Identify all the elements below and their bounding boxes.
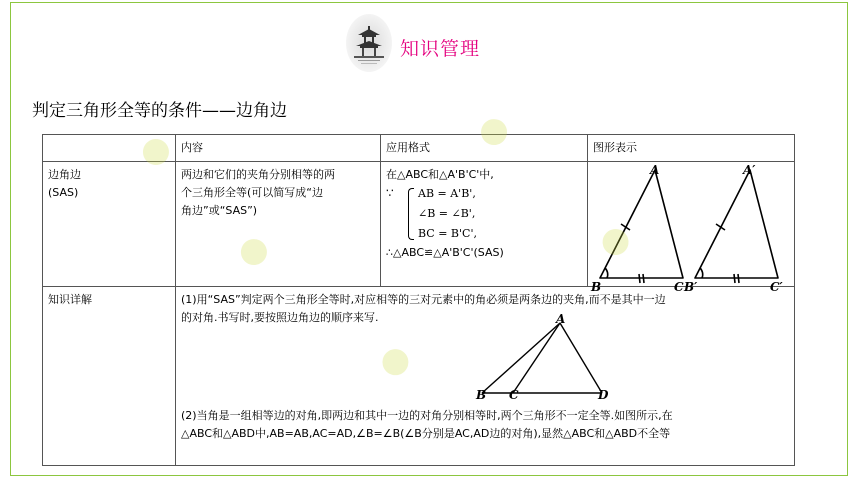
- congruent-triangles-figure: [588, 162, 793, 294]
- segment-ba: [482, 323, 560, 393]
- conditions-group: [386, 184, 582, 244]
- condition-line: BC = B'C',: [418, 227, 477, 240]
- format-cell: [381, 162, 588, 287]
- content-line: 两边和它们的夹角分别相等的两: [181, 168, 335, 181]
- watermark-decoration: ●: [131, 125, 178, 175]
- label-b-prime: B′: [684, 280, 698, 294]
- condition-line: ∠B = ∠B',: [418, 207, 476, 220]
- content-line: 角边”或“SAS”): [181, 204, 258, 217]
- row-name-abbr: (SAS): [48, 186, 79, 199]
- header-title: 知识管理: [400, 38, 481, 60]
- angle-arc: [700, 268, 703, 278]
- format-intro: 在△ABC和△A'B'C'中,: [386, 168, 494, 181]
- header-cell-format: 应用格式: [381, 135, 588, 162]
- segment-da: [560, 323, 602, 393]
- detail-p2-line: △ABC和△ABD中,AB=AB,AC=AD,∠B=∠B(∠B分别是AC,AD边的对角),显然△ABC和△ABD不全等: [181, 427, 671, 440]
- label-c: C: [674, 280, 684, 294]
- tick-mark: [643, 274, 644, 283]
- header-cell-empty: [43, 135, 176, 162]
- label-a: A: [650, 163, 660, 177]
- watermark-decoration: ●: [375, 336, 415, 384]
- sas-table: [42, 134, 795, 466]
- label-a: A: [556, 312, 566, 326]
- label-c-prime: C′: [770, 280, 783, 294]
- triangle-abc: [600, 170, 683, 278]
- detail-p2-line: (2)当角是一组相等边的对角,即两边和其中一边的对角分别相等时,两个三角形不一定全等.如图所示,在: [181, 409, 673, 422]
- non-congruent-figure: [476, 312, 636, 402]
- row-name: 边角边: [48, 168, 81, 181]
- triangle-abc-prime: [695, 170, 778, 278]
- format-conclusion: ∴△ABC≌△A'B'C'(SAS): [386, 246, 504, 259]
- brace-icon: [408, 188, 414, 240]
- detail-p1-line: (1)用“SAS”判定两个三角形全等时,对应相等的三对元素中的角必须是两条边的夹角,而不是其中一边: [181, 293, 666, 306]
- angle-arc: [605, 268, 608, 278]
- table-row-sas: [43, 162, 795, 287]
- label-d: D: [598, 388, 609, 402]
- watermark-decoration: ●: [232, 225, 277, 275]
- label-c: C: [509, 388, 519, 402]
- row-name-cell: [43, 162, 176, 287]
- label-b: B: [591, 280, 602, 294]
- section-title: 判定三角形全等的条件——边角边: [32, 101, 287, 121]
- since-symbol: ∵: [386, 186, 394, 200]
- detail-content-cell: [176, 287, 795, 466]
- watermark-decoration: ●: [594, 216, 636, 264]
- content-cell: [176, 162, 381, 287]
- watermark-decoration: ●: [474, 106, 516, 154]
- table-row-detail: [43, 287, 795, 466]
- detail-name-cell: 知识详解: [43, 287, 176, 466]
- table-header-row: [43, 135, 795, 162]
- figure-cell: [588, 162, 795, 294]
- condition-line: AB = A'B',: [418, 187, 476, 200]
- content-line: 个三角形全等(可以简写成“边: [181, 186, 323, 199]
- header-cell-content: 内容: [176, 135, 381, 162]
- tick-mark: [734, 274, 735, 283]
- label-b: B: [476, 388, 487, 402]
- tick-mark: [738, 274, 739, 283]
- label-a-prime: A′: [743, 163, 756, 177]
- tick-mark: [639, 274, 640, 283]
- header-cell-figure: 图形表示: [588, 135, 795, 162]
- detail-p1-line: 的对角.书写时,要按照边角边的顺序来写.: [181, 311, 379, 324]
- pavilion-logo-icon: [346, 14, 392, 72]
